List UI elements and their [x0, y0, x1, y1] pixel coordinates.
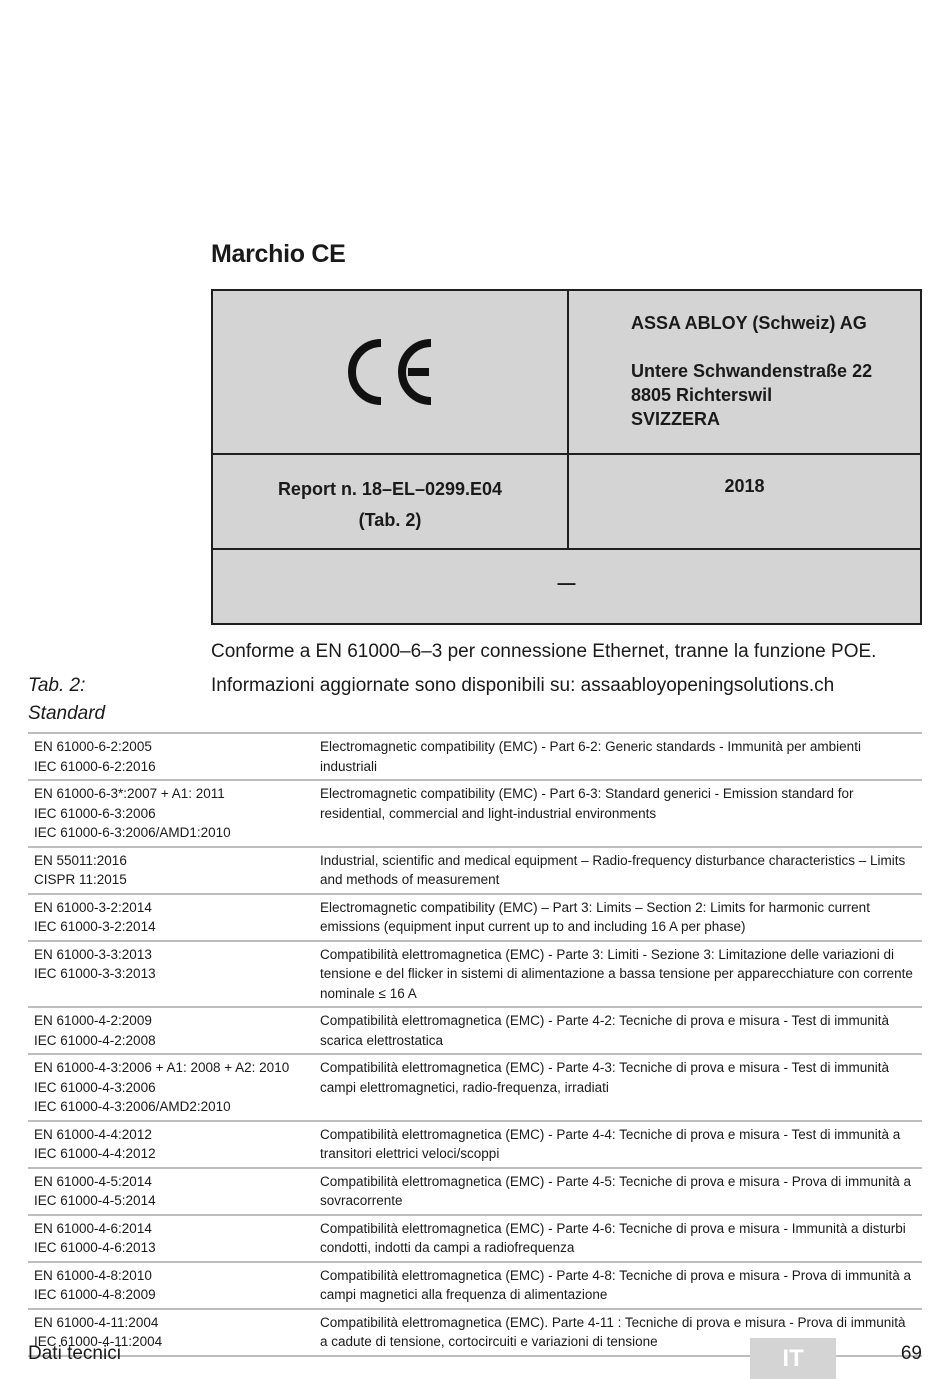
table-row	[28, 1262, 922, 1309]
ce-declaration-box	[211, 289, 922, 625]
standard-description: Compatibilità elettromagnetica (EMC) - Parte 4-3: Tecniche di prova e misura - Test di immunità campi elettromagnetici, radio-frequenza, irradiati	[308, 1054, 922, 1121]
divider	[213, 548, 920, 550]
table-row	[28, 894, 922, 941]
table-caption-number: Tab. 2:	[28, 675, 86, 696]
manufacturer-address	[631, 311, 872, 431]
report-number: Report n. 18–EL–0299.E04	[277, 479, 503, 499]
standard-description: Compatibilità elettromagnetica (EMC) - Parte 4-8: Tecniche di prova e misura - Prova di immunità a campi magnetici alla frequenza di alimentazione	[308, 1262, 922, 1309]
standard-description: Electromagnetic compatibility (EMC) – Part 3: Limits – Section 2: Limits for harmonic current emissions (equipment input current up to and including 16 A per phase)	[308, 894, 922, 941]
table-row	[28, 780, 922, 847]
empty-cell: —	[557, 573, 576, 593]
standard-codes: EN 61000-3-2:2014 IEC 61000-3-2:2014	[28, 894, 308, 941]
report-cell	[213, 474, 567, 536]
report-reference: (Tab. 2)	[358, 510, 422, 530]
ce-mark-icon	[343, 337, 439, 407]
standard-description: Compatibilità elettromagnetica (EMC) - Parte 4-4: Tecniche di prova e misura - Test di immunità a transitori elettrici veloci/scoppi	[308, 1121, 922, 1168]
company-name: ASSA ABLOY (Schweiz) AG	[631, 313, 867, 333]
standard-description: Industrial, scientific and medical equipment – Radio-frequency disturbance characteristics – Limits and methods of measurement	[308, 847, 922, 894]
standard-description: Compatibilità elettromagnetica (EMC) - Parte 3: Limiti - Sezione 3: Limitazione delle variazioni di tensione e del flicker in sistemi di alimentazione a bassa tensione per apparecchiature con corrente nominale ≤ 16 A	[308, 941, 922, 1008]
footer-section-name: Dati tecnici	[28, 1343, 121, 1364]
table-row	[28, 847, 922, 894]
table-caption-title: Standard	[28, 703, 106, 724]
standard-codes: EN 61000-3-3:2013 IEC 61000-3-3:2013	[28, 941, 308, 1008]
page-title: Marchio CE	[211, 240, 346, 268]
city: 8805 Richterswil	[631, 385, 773, 405]
divider	[213, 453, 920, 455]
page-number: 69	[900, 1343, 922, 1364]
standard-codes: EN 61000-6-3*:2007 + A1: 2011 IEC 61000-6-3:2006 IEC 61000-6-3:2006/AMD1:2010	[28, 780, 308, 847]
standard-description: Electromagnetic compatibility (EMC) - Part 6-2: Generic standards - Immunità per ambienti industriali	[308, 733, 922, 780]
country: SVIZZERA	[631, 409, 721, 429]
table-row	[28, 1215, 922, 1262]
standard-description: Compatibilità elettromagnetica (EMC) - Parte 4-5: Tecniche di prova e misura - Prova di immunità a sovracorrente	[308, 1168, 922, 1215]
standard-codes: EN 61000-4-2:2009 IEC 61000-4-2:2008	[28, 1007, 308, 1054]
note-line: Conforme a EN 61000–6–3 per connessione Ethernet, tranne la funzione POE.	[211, 641, 877, 662]
standard-codes: EN 61000-6-2:2005 IEC 61000-6-2:2016	[28, 733, 308, 780]
standard-codes: EN 61000-4-4:2012 IEC 61000-4-4:2012	[28, 1121, 308, 1168]
divider	[567, 291, 569, 550]
standard-codes: EN 55011:2016 CISPR 11:2015	[28, 847, 308, 894]
table-row	[28, 1121, 922, 1168]
table-row	[28, 941, 922, 1008]
standard-description: Compatibilità elettromagnetica (EMC). Parte 4-11 : Tecniche di prova e misura - Prova di immunità a cadute di tensione, cortocircuiti e variazioni di tensione	[308, 1309, 922, 1356]
standards-table	[28, 732, 922, 1357]
table-row	[28, 1168, 922, 1215]
note-line: Informazioni aggiornate sono disponibili su: assaabloyopeningsolutions.ch	[211, 675, 835, 696]
standard-description: Electromagnetic compatibility (EMC) - Part 6-3: Standard generici - Emission standard for residential, commercial and light-industrial environments	[308, 780, 922, 847]
street-address: Untere Schwandenstraße 22	[631, 361, 873, 381]
standard-codes: EN 61000-4-5:2014 IEC 61000-4-5:2014	[28, 1168, 308, 1215]
compliance-notes	[211, 635, 876, 703]
standard-codes: EN 61000-4-3:2006 + A1: 2008 + A2: 2010 IEC 61000-4-3:2006 IEC 61000-4-3:2006/AMD2:2010	[28, 1054, 308, 1121]
standard-codes: EN 61000-4-11:2004 IEC 61000-4-11:2004	[28, 1309, 308, 1356]
standard-codes: EN 61000-4-8:2010 IEC 61000-4-8:2009	[28, 1262, 308, 1309]
language-tab: IT	[750, 1338, 836, 1379]
year-cell: 2018	[724, 476, 765, 496]
table-caption	[28, 672, 105, 728]
standard-codes: EN 61000-4-6:2014 IEC 61000-4-6:2013	[28, 1215, 308, 1262]
standard-description: Compatibilità elettromagnetica (EMC) - Parte 4-2: Tecniche di prova e misura - Test di immunità scarica elettrostatica	[308, 1007, 922, 1054]
table-row	[28, 733, 922, 780]
standard-description: Compatibilità elettromagnetica (EMC) - Parte 4-6: Tecniche di prova e misura - Immunità a disturbi condotti, indotti da campi a radiofrequenza	[308, 1215, 922, 1262]
table-row	[28, 1007, 922, 1054]
table-row	[28, 1054, 922, 1121]
